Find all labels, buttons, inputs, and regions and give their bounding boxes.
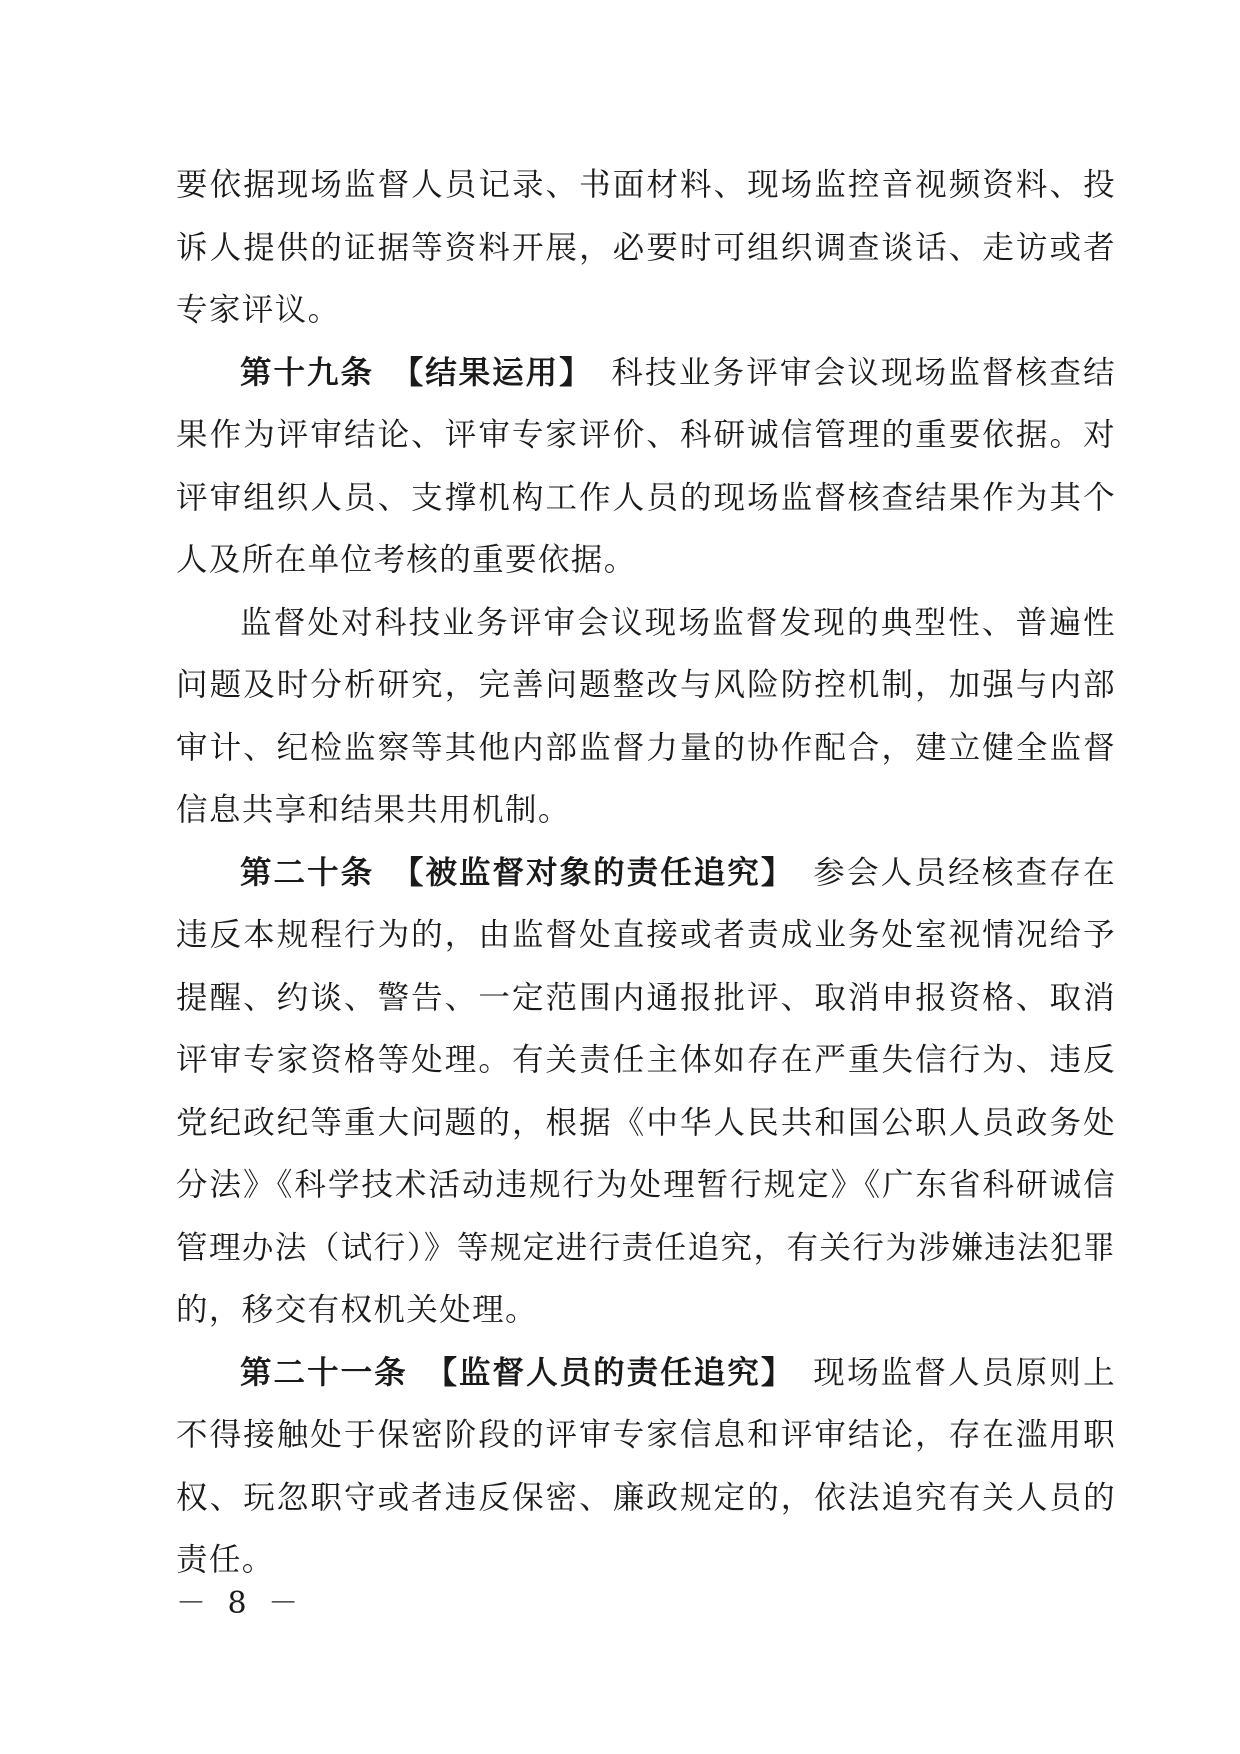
article-21-text: 现场监督人员原则上不得接触处于保密阶段的评审专家信息和评审结论，存在滥用职权、玩忽职守或者违反保密、廉政规定的，依法追究有关人员的责任。 (176, 1354, 1116, 1578)
article-19-text: 科技业务评审会议现场监督核查结果作为评审结论、评审专家评价、科研诚信管理的重要依据。对评审组织人员、支撑机构工作人员的现场监督核查结果作为其个人及所在单位考核的重要依据。 (176, 354, 1116, 578)
article-21-heading: 第二十一条 【监督人员的责任追究】 (240, 1354, 795, 1391)
supervision-text: 监督处对科技业务评审会议现场监督发现的典型性、普遍性问题及时分析研究，完善问题整改与风险防控机制，加强与内部审计、纪检监察等其他内部监督力量的协作配合，建立健全监督信息共享和结果共用机制。 (176, 604, 1116, 828)
article-19-heading: 第十九条 【结果运用】 (240, 354, 593, 391)
supervision-paragraph (176, 592, 1116, 842)
article-21-paragraph (176, 1342, 1116, 1592)
article-19-paragraph (176, 342, 1116, 592)
article-20-heading: 第二十条 【被监督对象的责任追究】 (240, 854, 795, 891)
article-20-text: 参会人员经核查存在违反本规程行为的，由监督处直接或者责成业务处室视情况给予提醒、约谈、警告、一定范围内通报批评、取消申报资格、取消评审专家资格等处理。有关责任主体如存在严重失信行为、违反党纪政纪等重大问题的，根据《中华人民共和国公职人员政务处分法》《科学技术活动违规行为处理暂行规定》《广东省科研诚信管理办法（试行）》等规定进行责任追究，有关行为涉嫌违法犯罪的，移交有权机关处理。 (176, 854, 1116, 1328)
paragraph-continued (176, 154, 1116, 342)
paragraph-text: 要依据现场监督人员记录、书面材料、现场监控音视频资料、投诉人提供的证据等资料开展，必要时可组织调查谈话、走访或者专家评议。 (176, 167, 1116, 328)
document-body (176, 154, 1116, 1592)
page-number: － 8 － (176, 1586, 305, 1621)
article-20-paragraph (176, 842, 1116, 1342)
